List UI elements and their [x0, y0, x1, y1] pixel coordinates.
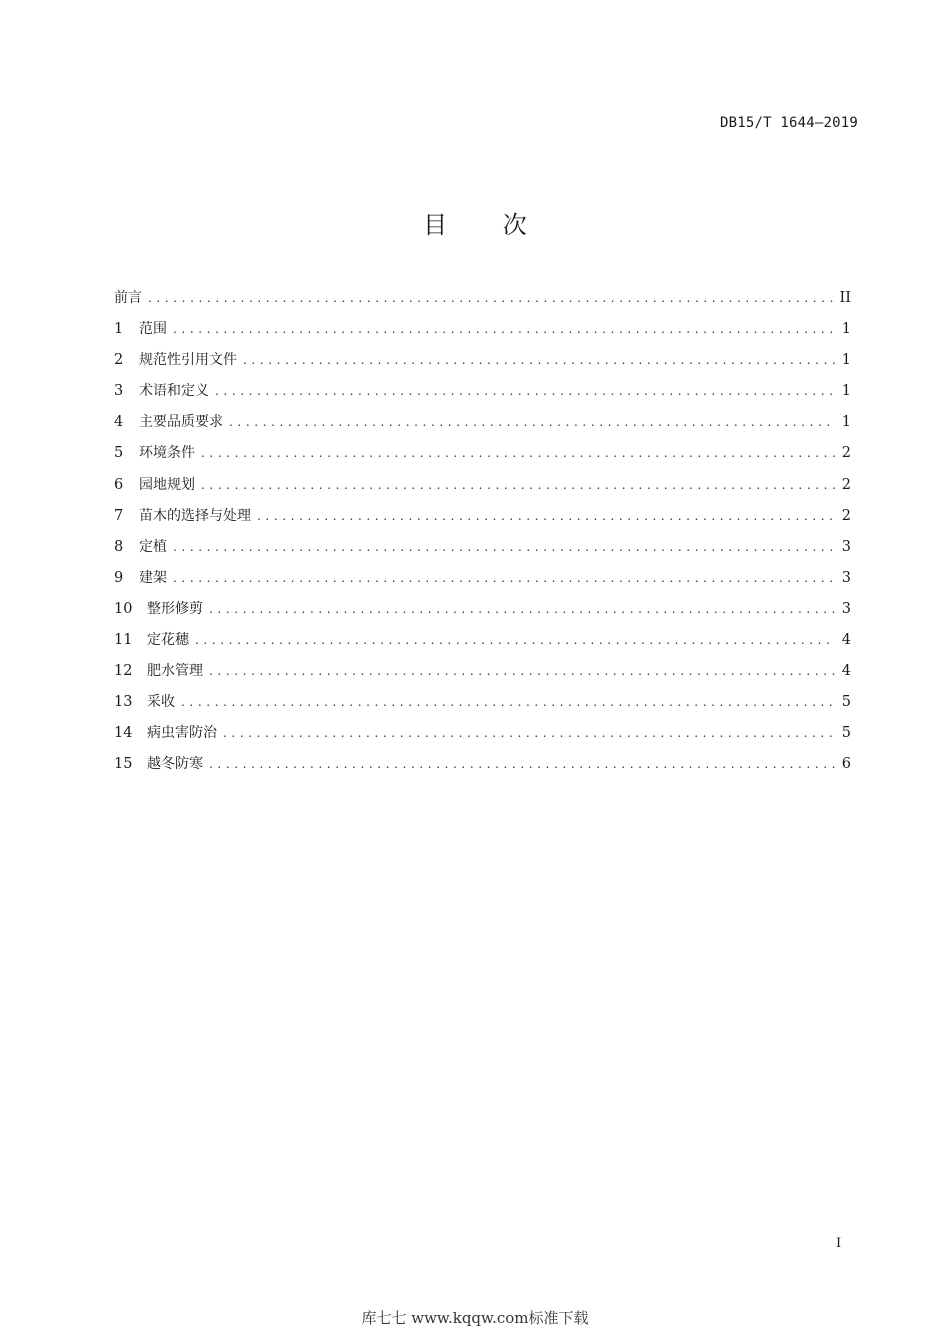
toc-entry-page: 5	[841, 725, 851, 742]
toc-entry-6[interactable]	[114, 474, 851, 505]
watermark-link[interactable]: 库七七 www.kqqw.com标准下载	[361, 1309, 589, 1327]
toc-entry-9[interactable]	[114, 567, 851, 598]
toc-entry-title: 定植	[139, 538, 167, 555]
toc-entry-page: 2	[841, 445, 851, 462]
toc-entry-foreword[interactable]	[114, 287, 851, 318]
toc-entry-number: 3	[114, 383, 124, 400]
toc-entry-number: 5	[114, 445, 124, 462]
toc-leader-dots	[209, 660, 835, 682]
toc-leader-dots	[173, 536, 835, 558]
toc-leader-dots	[223, 722, 835, 744]
toc-entry-2[interactable]	[114, 349, 851, 380]
toc-leader-dots	[195, 629, 835, 651]
toc-leader-dots	[243, 349, 835, 371]
toc-entry-1[interactable]	[114, 318, 851, 349]
toc-entry-title: 病虫害防治	[147, 725, 217, 742]
toc-leader-dots	[173, 567, 835, 589]
toc-entry-number: 14	[114, 725, 133, 742]
toc-entry-14[interactable]	[114, 722, 851, 753]
toc-leader-dots	[229, 411, 835, 433]
toc-entry-title: 范围	[139, 321, 167, 338]
toc-leader-dots	[209, 753, 835, 775]
toc-entry-title: 苗木的选择与处理	[139, 507, 251, 524]
toc-entry-page: 1	[841, 352, 851, 369]
toc-leader-dots	[215, 380, 835, 402]
toc-entry-title: 前言	[114, 290, 142, 306]
toc-entry-number: 6	[114, 476, 124, 493]
toc-entry-number: 10	[114, 600, 133, 617]
table-of-contents	[114, 287, 851, 785]
toc-entry-title: 主要品质要求	[139, 414, 223, 431]
toc-entry-7[interactable]	[114, 505, 851, 536]
toc-entry-number: 2	[114, 352, 124, 369]
toc-entry-page: 2	[841, 507, 851, 524]
toc-entry-15[interactable]	[114, 753, 851, 784]
toc-entry-title: 园地规划	[139, 476, 195, 493]
toc-leader-dots	[201, 442, 835, 464]
toc-entry-number: 1	[114, 321, 124, 338]
toc-entry-page: 2	[841, 476, 851, 493]
toc-entry-page: 1	[841, 321, 851, 338]
toc-entry-number: 12	[114, 663, 133, 680]
toc-entry-number: 13	[114, 694, 133, 711]
toc-entry-13[interactable]	[114, 691, 851, 722]
page-title: 目 次	[423, 211, 551, 239]
toc-entry-title: 定花穗	[147, 632, 189, 649]
toc-entry-title: 整形修剪	[147, 600, 203, 617]
toc-entry-title: 建架	[139, 569, 167, 586]
toc-entry-number: 15	[114, 756, 133, 773]
toc-entry-title: 环境条件	[139, 445, 195, 462]
toc-entry-page: II	[839, 290, 851, 306]
toc-entry-page: 4	[841, 632, 851, 649]
toc-entry-page: 1	[841, 414, 851, 431]
toc-entry-page: 6	[841, 756, 851, 773]
toc-entry-3[interactable]	[114, 380, 851, 411]
standard-number: DB15/T 1644—2019	[719, 115, 858, 131]
toc-entry-8[interactable]	[114, 536, 851, 567]
toc-leader-dots	[173, 318, 835, 340]
toc-entry-4[interactable]	[114, 411, 851, 442]
toc-entry-number: 9	[114, 569, 124, 586]
toc-leader-dots	[209, 598, 835, 620]
toc-leader-dots	[201, 474, 835, 496]
toc-entry-title: 肥水管理	[147, 663, 203, 680]
toc-entry-page: 4	[841, 663, 851, 680]
toc-entry-page: 3	[841, 538, 851, 555]
toc-entry-number: 11	[114, 632, 133, 649]
toc-entry-10[interactable]	[114, 598, 851, 629]
toc-leader-dots	[181, 691, 835, 713]
toc-leader-dots	[148, 287, 834, 309]
toc-entry-page: 3	[841, 569, 851, 586]
toc-entry-5[interactable]	[114, 442, 851, 473]
toc-entry-title: 规范性引用文件	[139, 352, 237, 369]
toc-entry-page: 1	[841, 383, 851, 400]
toc-leader-dots	[257, 505, 835, 527]
page-number: I	[836, 1236, 842, 1251]
toc-entry-11[interactable]	[114, 629, 851, 660]
toc-entry-number: 7	[114, 507, 124, 524]
toc-entry-page: 3	[841, 600, 851, 617]
toc-entry-title: 越冬防寒	[147, 756, 203, 773]
toc-entry-12[interactable]	[114, 660, 851, 691]
toc-entry-title: 术语和定义	[139, 383, 209, 400]
toc-entry-number: 8	[114, 538, 124, 555]
toc-entry-page: 5	[841, 694, 851, 711]
toc-entry-number: 4	[114, 414, 124, 431]
toc-entry-title: 采收	[147, 694, 175, 711]
